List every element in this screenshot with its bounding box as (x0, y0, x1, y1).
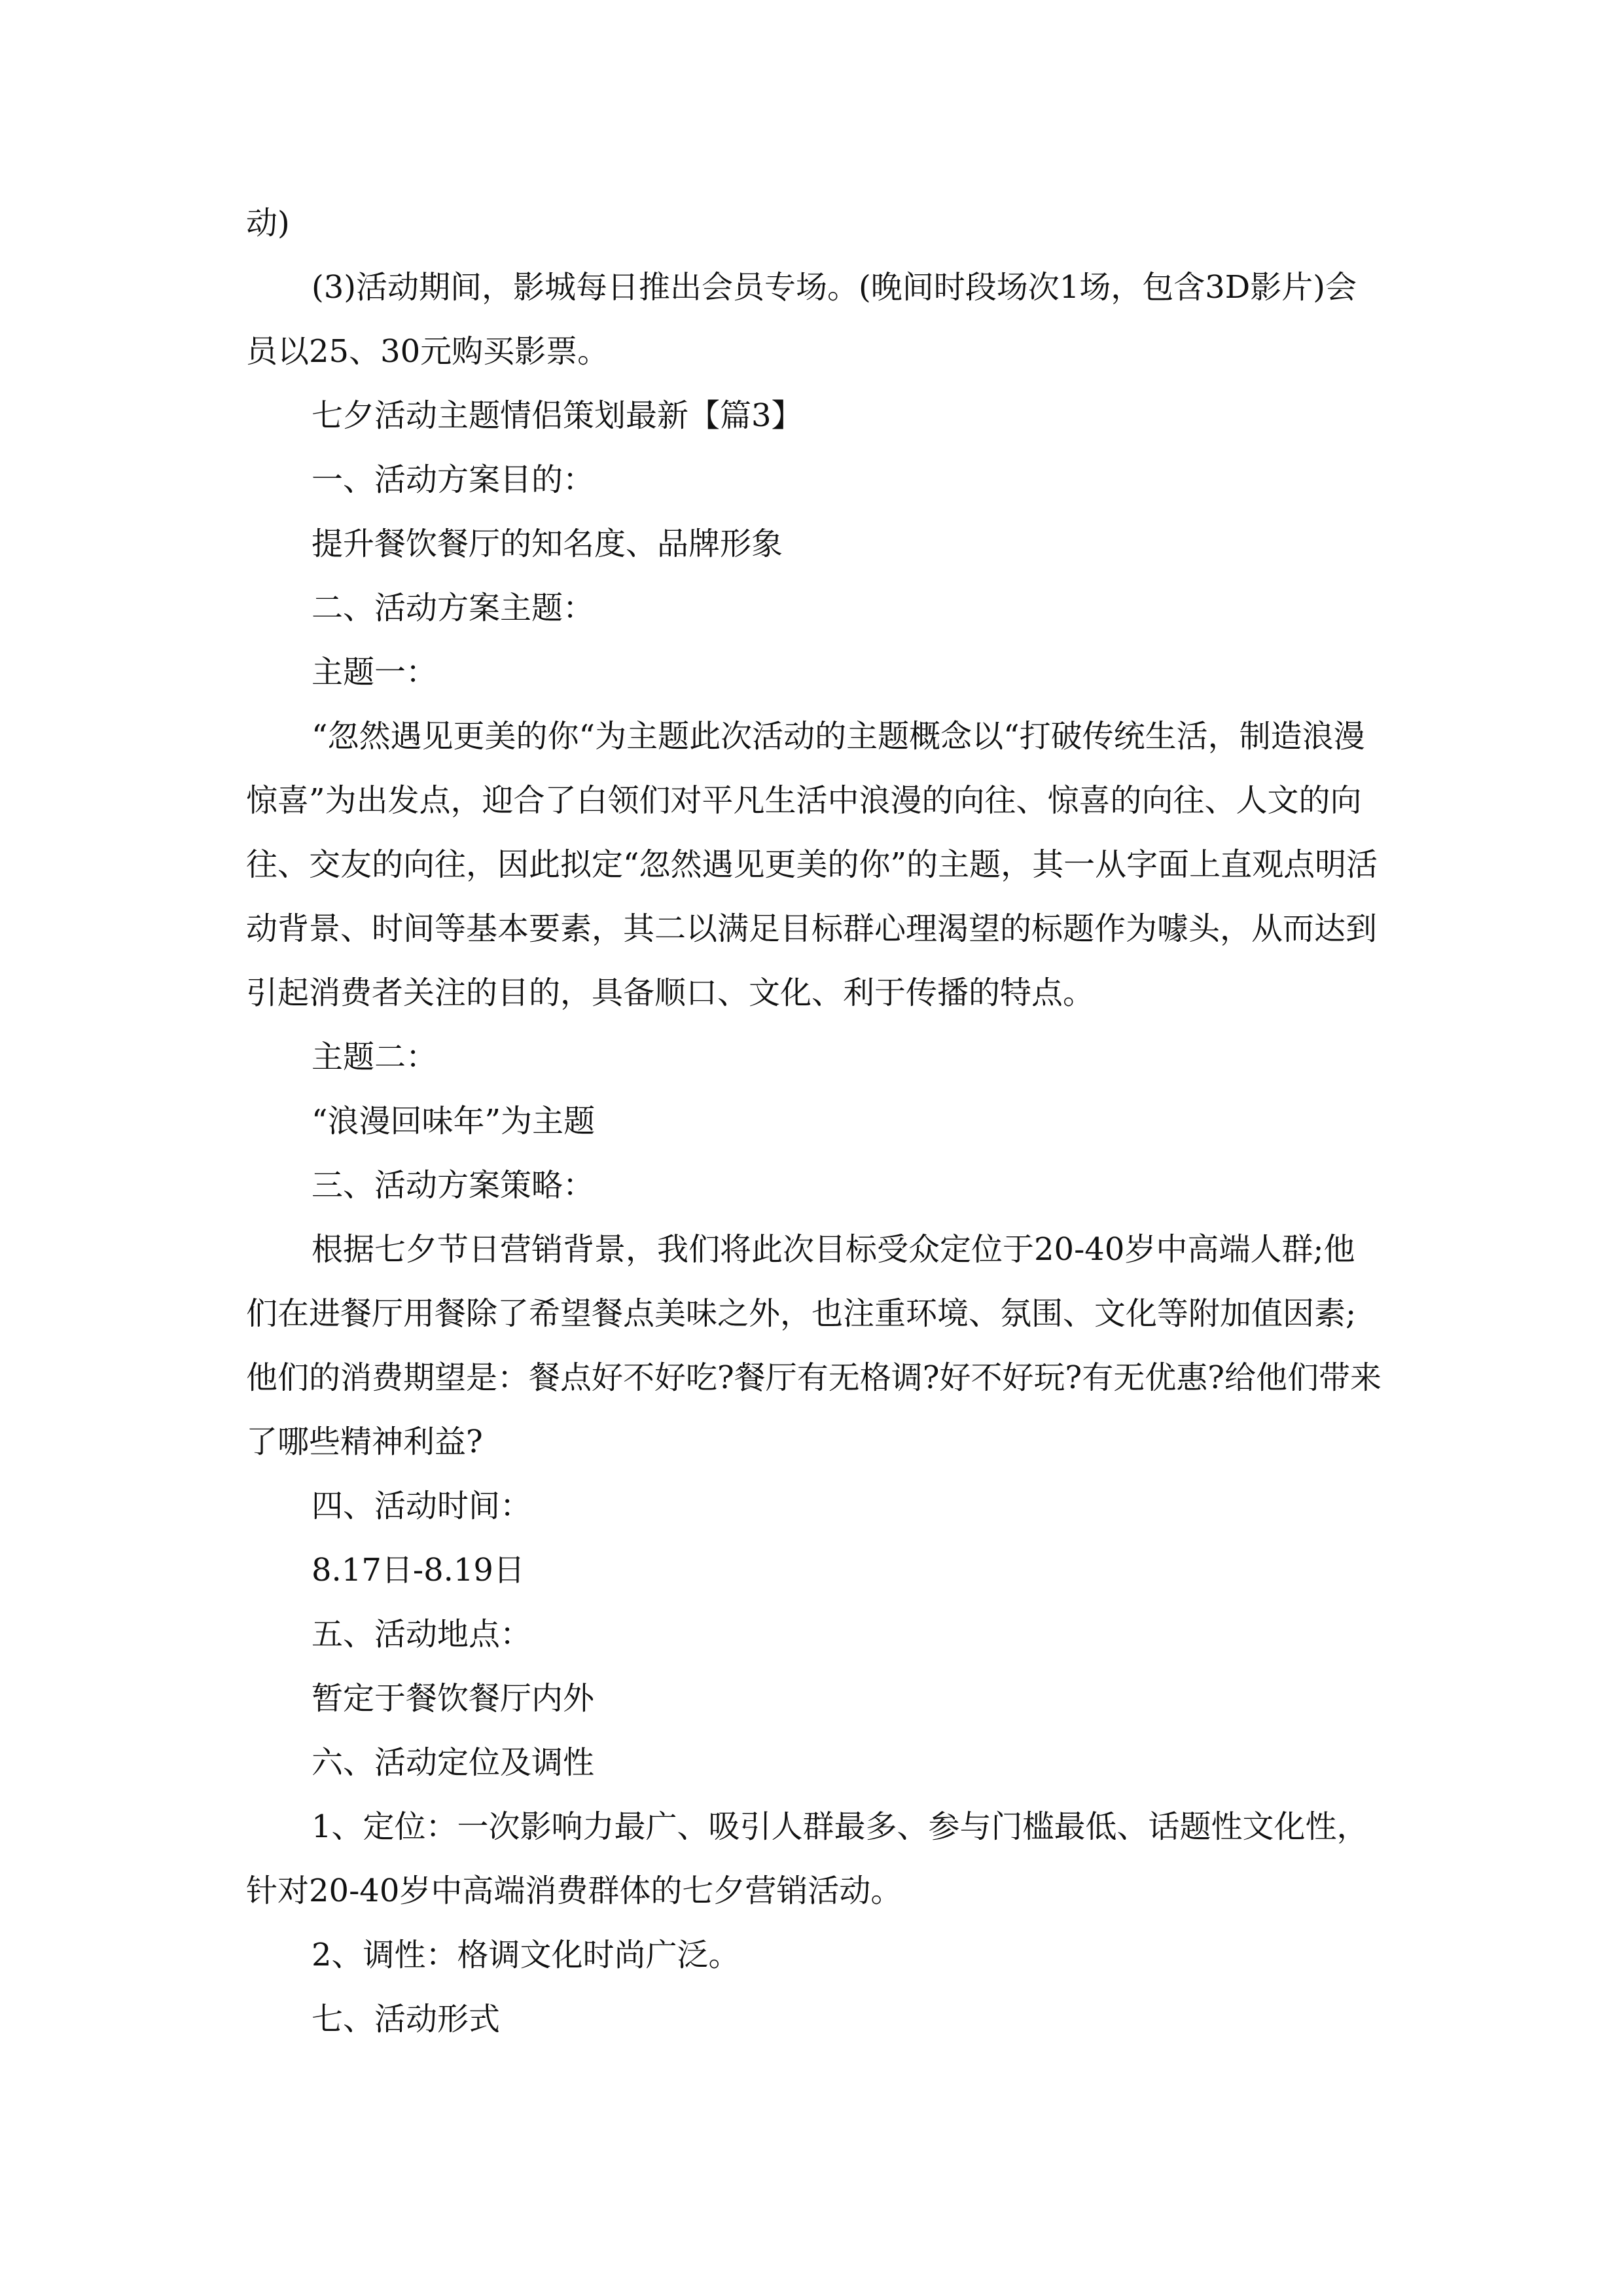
paragraph-theme-one: “忽然遇见更美的你“为主题此次活动的主题概念以“打破传统生活，制造浪漫惊喜”为出发点，迎合了白领们对平凡生活中浪漫的向往、惊喜的向往、人文的向往、交友的向往，因此拟定“忽然遇见更美的你”的主题，其一从字面上直观点明活动背景、时间等基本要素，其二以满足目标群心理渴望的标题作为噱头，从而达到引起消费者关注的目的，具备顺口、文化、利于传播的特点。 (246, 718, 1378, 1011)
section-heading-part3: 七夕活动主题情侣策划最新【篇3】 (312, 397, 803, 434)
paragraph-theme-two: “浪漫回味年”为主题 (312, 1103, 596, 1139)
heading-theme: 二、活动方案主题： (312, 590, 595, 626)
document-body (246, 191, 1385, 2051)
heading-time: 四、活动时间： (312, 1488, 532, 1524)
heading-positioning: 六、活动定位及调性 (312, 1744, 595, 1781)
heading-theme-one: 主题一： (312, 654, 438, 691)
heading-location: 五、活动地点： (312, 1616, 532, 1653)
paragraph-positioning: 1、定位：一次影响力最广、吸引人群最多、参与门槛最低、话题性文化性，针对20-40岁中高端消费群体的七夕营销活动。 (246, 1808, 1368, 1909)
paragraph-member-screening: (3)活动期间，影城每日推出会员专场。(晚间时段场次1场，包含3D影片)会员以25、30元购买影票。 (246, 269, 1357, 370)
paragraph-purpose: 提升餐饮餐厅的知名度、品牌形象 (312, 526, 783, 562)
paragraph-location: 暂定于餐饮餐厅内外 (312, 1680, 595, 1717)
paragraph-continuation: 动) (246, 205, 290, 242)
heading-purpose: 一、活动方案目的： (312, 461, 595, 498)
heading-format: 七、活动形式 (312, 2001, 501, 2037)
paragraph-tone: 2、调性：格调文化时尚广泛。 (312, 1937, 740, 1973)
paragraph-strategy: 根据七夕节日营销背景，我们将此次目标受众定位于20-40岁中高端人群;他们在进餐厅用餐除了希望餐点美味之外，也注重环境、氛围、文化等附加值因素;他们的消费期望是：餐点好不好吃?餐厅有无格调?好不好玩?有无优惠?给他们带来了哪些精神利益? (246, 1231, 1382, 1460)
heading-strategy: 三、活动方案策略： (312, 1167, 595, 1204)
heading-theme-two: 主题二： (312, 1039, 438, 1075)
paragraph-time: 8.17日-8.19日 (312, 1552, 525, 1588)
